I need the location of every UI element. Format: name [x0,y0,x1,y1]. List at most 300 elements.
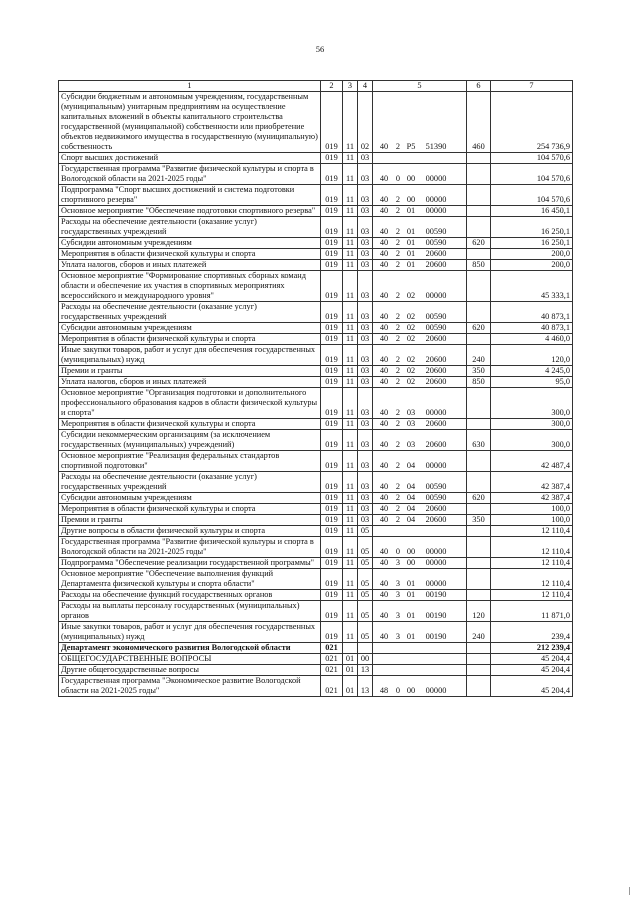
subsection-code: 03 [358,419,373,430]
section-code: 11 [343,493,358,504]
subsection-code: 03 [358,302,373,323]
subsection-code: 03 [358,388,373,419]
expense-type-code: 620 [467,323,491,334]
section-code: 11 [343,260,358,271]
expense-type-code [467,451,491,472]
header-cell: 4 [358,81,373,92]
subsection-code: 03 [358,430,373,451]
target-article-part: 04 [406,461,416,470]
target-article-part: 20600 [425,366,447,375]
table-row [59,430,573,451]
target-article-part: 20600 [425,504,447,513]
amount: 45 204,4 [491,665,573,676]
section-code: 11 [343,217,358,238]
row-name: Мероприятия в области физической культуры и спорта [59,334,321,345]
section-code: 11 [343,590,358,601]
target-article-part: 40 [379,238,389,247]
target-article-part: 40 [379,355,389,364]
target-article-code [373,590,467,601]
target-article-part: 2 [395,355,401,364]
expense-type-code [467,249,491,260]
ved-code: 019 [321,504,343,515]
ved-code: 019 [321,419,343,430]
target-article-code [373,164,467,185]
target-article-part: 20600 [425,249,447,258]
ved-code: 019 [321,366,343,377]
expense-type-code [467,388,491,419]
target-article-part: 0 [395,686,401,695]
table-row [59,323,573,334]
target-article-part: 2 [395,260,401,269]
target-article-part: 40 [379,312,389,321]
target-article-part: 40 [379,493,389,502]
subsection-code: 03 [358,164,373,185]
target-article-part: 01 [406,206,416,215]
expense-type-code: 240 [467,345,491,366]
ved-code: 019 [321,377,343,388]
target-article-part: 00590 [425,312,447,321]
expense-type-code [467,419,491,430]
ved-code: 019 [321,164,343,185]
subsection-code: 03 [358,366,373,377]
table-row [59,185,573,206]
target-article-part: 01 [406,227,416,236]
row-name: Мероприятия в области физической культуры и спорта [59,504,321,515]
target-article-code [373,260,467,271]
expense-type-code [467,558,491,569]
page-number: 56 [315,44,325,54]
target-article-part: 40 [379,632,389,641]
expense-type-code [467,665,491,676]
target-article-part: 20600 [425,260,447,269]
ved-code: 021 [321,676,343,697]
target-article-part: Р5 [406,142,416,151]
header-cell: 1 [59,81,321,92]
amount: 12 110,4 [491,590,573,601]
subsection-code [358,643,373,654]
target-article-code [373,153,467,164]
target-article-part: 2 [395,408,401,417]
target-article-part: 00590 [425,227,447,236]
table-row [59,472,573,493]
ved-code: 019 [321,388,343,419]
target-article-part: 40 [379,590,389,599]
target-article-part: 03 [406,408,416,417]
row-name: Расходы на обеспечение деятельности (оказание услуг) государственных учреждений [59,217,321,238]
target-article-part: 40 [379,366,389,375]
amount: 200,0 [491,260,573,271]
target-article-part: 2 [395,377,401,386]
target-article-part: 40 [379,334,389,343]
table-header-row [59,81,573,92]
section-code: 11 [343,153,358,164]
target-article-part: 2 [395,334,401,343]
target-article-part: 3 [395,558,401,567]
subsection-code: 03 [358,260,373,271]
target-article-part: 00 [406,547,416,556]
target-article-code [373,493,467,504]
expense-type-code: 620 [467,238,491,249]
row-name: Расходы на выплаты персоналу государственных (муниципальных) органов [59,601,321,622]
table-row [59,654,573,665]
amount: 12 110,4 [491,537,573,558]
subsection-code: 05 [358,526,373,537]
expense-type-code [467,271,491,302]
target-article-code [373,665,467,676]
ved-code: 019 [321,271,343,302]
section-code: 11 [343,537,358,558]
target-article-part: 40 [379,482,389,491]
ved-code: 019 [321,206,343,217]
section-code: 11 [343,526,358,537]
subsection-code: 03 [358,271,373,302]
target-article-code [373,430,467,451]
target-article-part: 02 [406,334,416,343]
table-row [59,515,573,526]
amount: 45 333,1 [491,271,573,302]
row-name: Департамент экономического развития Вологодской области [59,643,321,654]
amount: 16 250,1 [491,217,573,238]
table-row [59,558,573,569]
target-article-part: 40 [379,174,389,183]
amount: 16 250,1 [491,238,573,249]
target-article-part: 40 [379,579,389,588]
target-article-part: 20600 [425,440,447,449]
target-article-part: 20600 [425,515,447,524]
expense-type-code: 120 [467,601,491,622]
section-code: 11 [343,558,358,569]
expense-type-code [467,504,491,515]
section-code: 11 [343,164,358,185]
target-article-code [373,643,467,654]
ved-code: 019 [321,622,343,643]
target-article-part: 2 [395,227,401,236]
row-name: Субсидии автономным учреждениям [59,238,321,249]
target-article-part: 00000 [425,547,447,556]
subsection-code: 00 [358,654,373,665]
target-article-part: 40 [379,206,389,215]
section-code [343,643,358,654]
target-article-part: 40 [379,249,389,258]
target-article-part: 3 [395,611,401,620]
amount: 100,0 [491,515,573,526]
target-article-code [373,601,467,622]
row-name: Иные закупки товаров, работ и услуг для обеспечения государственных (муниципальных) нужд [59,345,321,366]
ved-code: 019 [321,217,343,238]
ved-code: 019 [321,601,343,622]
row-name: Основное мероприятие "Организация подготовки и дополнительного профессионального образования кадров в области физической культуры и спорта" [59,388,321,419]
target-article-code [373,323,467,334]
ved-code: 019 [321,185,343,206]
target-article-code [373,302,467,323]
row-name: Иные закупки товаров, работ и услуг для обеспечения государственных (муниципальных) нужд [59,622,321,643]
table-row [59,377,573,388]
table-row [59,238,573,249]
target-article-part: 2 [395,323,401,332]
target-article-part: 00000 [425,195,447,204]
table-row [59,217,573,238]
expense-type-code: 630 [467,430,491,451]
row-name: Расходы на обеспечение деятельности (оказание услуг) государственных учреждений [59,472,321,493]
row-name: Основное мероприятие "Формирование спортивных сборных команд области и обеспечение их участия в спортивных мероприятиях всероссийского и международного уровня" [59,271,321,302]
section-code: 11 [343,601,358,622]
row-name: Подпрограмма "Спорт высших достижений и система подготовки спортивного резерва" [59,185,321,206]
table-row [59,601,573,622]
target-article-part: 01 [406,238,416,247]
ved-code: 019 [321,249,343,260]
amount: 100,0 [491,504,573,515]
subsection-code: 05 [358,601,373,622]
target-article-part: 20600 [425,334,447,343]
target-article-part: 40 [379,558,389,567]
subsection-code: 13 [358,676,373,697]
row-name: Основное мероприятие "Реализация федеральных стандартов спортивной подготовки" [59,451,321,472]
table-row [59,451,573,472]
expense-type-code: 620 [467,493,491,504]
table-row [59,537,573,558]
header-cell: 5 [373,81,467,92]
expense-type-code [467,676,491,697]
target-article-part: 3 [395,579,401,588]
ved-code: 019 [321,558,343,569]
row-name: Спорт высших достижений [59,153,321,164]
row-name: Расходы на обеспечение деятельности (оказание услуг) государственных учреждений [59,302,321,323]
ved-code: 019 [321,537,343,558]
target-article-part: 40 [379,611,389,620]
section-code: 11 [343,238,358,249]
section-code: 11 [343,622,358,643]
target-article-part: 2 [395,366,401,375]
target-article-part: 02 [406,312,416,321]
table-row [59,260,573,271]
target-article-part: 2 [395,419,401,428]
subsection-code: 03 [358,493,373,504]
row-name: Основное мероприятие "Обеспечение подготовки спортивного резерва" [59,206,321,217]
table-row [59,526,573,537]
expense-type-code: 850 [467,377,491,388]
ved-code: 019 [321,92,343,153]
section-code: 11 [343,451,358,472]
table-row [59,345,573,366]
target-article-code [373,92,467,153]
table-row [59,153,573,164]
target-article-part: 00190 [425,590,447,599]
table-row [59,366,573,377]
target-article-part: 00590 [425,238,447,247]
subsection-code: 03 [358,377,373,388]
section-code: 11 [343,419,358,430]
expense-type-code [467,153,491,164]
ved-code: 019 [321,590,343,601]
target-article-part: 40 [379,419,389,428]
ved-code: 019 [321,260,343,271]
target-article-part: 01 [406,611,416,620]
amount: 40 873,1 [491,302,573,323]
amount: 104 570,6 [491,153,573,164]
table-row [59,590,573,601]
target-article-part: 04 [406,482,416,491]
section-code: 11 [343,92,358,153]
target-article-part: 40 [379,227,389,236]
target-article-part: 04 [406,515,416,524]
amount: 120,0 [491,345,573,366]
table-row [59,622,573,643]
row-name: Другие вопросы в области физической культуры и спорта [59,526,321,537]
row-name: Субсидии некоммерческим организациям (за исключением государственных (муниципальных) учреждений) [59,430,321,451]
row-name: Расходы на обеспечение функций государственных органов [59,590,321,601]
subsection-code: 03 [358,504,373,515]
target-article-part: 2 [395,482,401,491]
target-article-code [373,526,467,537]
expense-type-code [467,217,491,238]
target-article-part: 00590 [425,493,447,502]
section-code: 11 [343,569,358,590]
target-article-code [373,569,467,590]
table-row [59,493,573,504]
header-cell: 6 [467,81,491,92]
row-name: Субсидии автономным учреждениям [59,323,321,334]
section-code: 11 [343,515,358,526]
target-article-code [373,238,467,249]
target-article-code [373,388,467,419]
target-article-part: 00 [406,686,416,695]
row-name: Уплата налогов, сборов и иных платежей [59,260,321,271]
header-cell: 7 [491,81,573,92]
section-code: 11 [343,366,358,377]
target-article-part: 2 [395,195,401,204]
target-article-code [373,206,467,217]
target-article-part: 00000 [425,408,447,417]
target-article-code [373,345,467,366]
amount: 4 245,0 [491,366,573,377]
target-article-part: 40 [379,461,389,470]
amount: 45 204,4 [491,654,573,665]
subsection-code: 03 [358,334,373,345]
row-name: Премии и гранты [59,366,321,377]
subsection-code: 03 [358,249,373,260]
section-code: 11 [343,504,358,515]
target-article-part: 2 [395,142,401,151]
subsection-code: 03 [358,153,373,164]
section-code: 11 [343,345,358,366]
row-name: Мероприятия в области физической культуры и спорта [59,249,321,260]
ved-code: 019 [321,323,343,334]
section-code: 11 [343,388,358,419]
target-article-part: 01 [406,249,416,258]
ved-code: 019 [321,430,343,451]
target-article-code [373,537,467,558]
target-article-part: 3 [395,590,401,599]
amount: 11 871,0 [491,601,573,622]
table-row [59,665,573,676]
target-article-part: 00 [406,174,416,183]
target-article-part: 2 [395,461,401,470]
target-article-code [373,334,467,345]
target-article-part: 20600 [425,419,447,428]
expense-type-code [467,654,491,665]
ved-code: 019 [321,238,343,249]
subsection-code: 03 [358,238,373,249]
expense-type-code [467,569,491,590]
row-name: Субсидии автономным учреждениям [59,493,321,504]
subsection-code: 03 [358,515,373,526]
amount: 200,0 [491,249,573,260]
subsection-code: 05 [358,590,373,601]
target-article-part: 00000 [425,461,447,470]
ved-code: 019 [321,526,343,537]
table-row [59,302,573,323]
target-article-part: 0 [395,174,401,183]
target-article-part: 40 [379,323,389,332]
table-row [59,206,573,217]
ved-code: 021 [321,654,343,665]
target-article-part: 3 [395,632,401,641]
table-row [59,249,573,260]
table-row [59,334,573,345]
ved-code: 019 [321,451,343,472]
target-article-part: 51390 [425,142,447,151]
section-code: 11 [343,302,358,323]
expense-type-code: 460 [467,92,491,153]
ved-code: 019 [321,302,343,323]
budget-table [58,80,573,697]
ved-code: 019 [321,569,343,590]
section-code: 11 [343,271,358,302]
target-article-part: 20600 [425,355,447,364]
table-row [59,271,573,302]
section-code: 11 [343,249,358,260]
section-code: 01 [343,665,358,676]
target-article-part: 00 [406,195,416,204]
expense-type-code [467,472,491,493]
ved-code: 021 [321,665,343,676]
amount: 239,4 [491,622,573,643]
target-article-part: 01 [406,632,416,641]
row-name: Государственная программа "Экономическое развитие Вологодской области на 2021-2025 годы" [59,676,321,697]
ved-code: 019 [321,472,343,493]
subsection-code: 13 [358,665,373,676]
target-article-part: 20600 [425,377,447,386]
target-article-part: 40 [379,291,389,300]
section-code: 11 [343,377,358,388]
ved-code: 019 [321,334,343,345]
target-article-part: 00590 [425,482,447,491]
target-article-part: 01 [406,579,416,588]
target-article-code [373,504,467,515]
amount: 42 487,4 [491,451,573,472]
header-cell: 3 [343,81,358,92]
section-code: 11 [343,472,358,493]
margin-mark [629,887,630,895]
table-row [59,504,573,515]
table-row [59,164,573,185]
target-article-part: 2 [395,515,401,524]
amount: 212 239,4 [491,643,573,654]
table-row [59,569,573,590]
target-article-part: 2 [395,312,401,321]
target-article-part: 00000 [425,686,447,695]
subsection-code: 05 [358,569,373,590]
section-code: 01 [343,676,358,697]
expense-type-code [467,537,491,558]
section-code: 11 [343,430,358,451]
target-article-code [373,217,467,238]
ved-code: 021 [321,643,343,654]
target-article-part: 01 [406,260,416,269]
target-article-part: 2 [395,249,401,258]
amount: 300,0 [491,388,573,419]
target-article-part: 40 [379,142,389,151]
